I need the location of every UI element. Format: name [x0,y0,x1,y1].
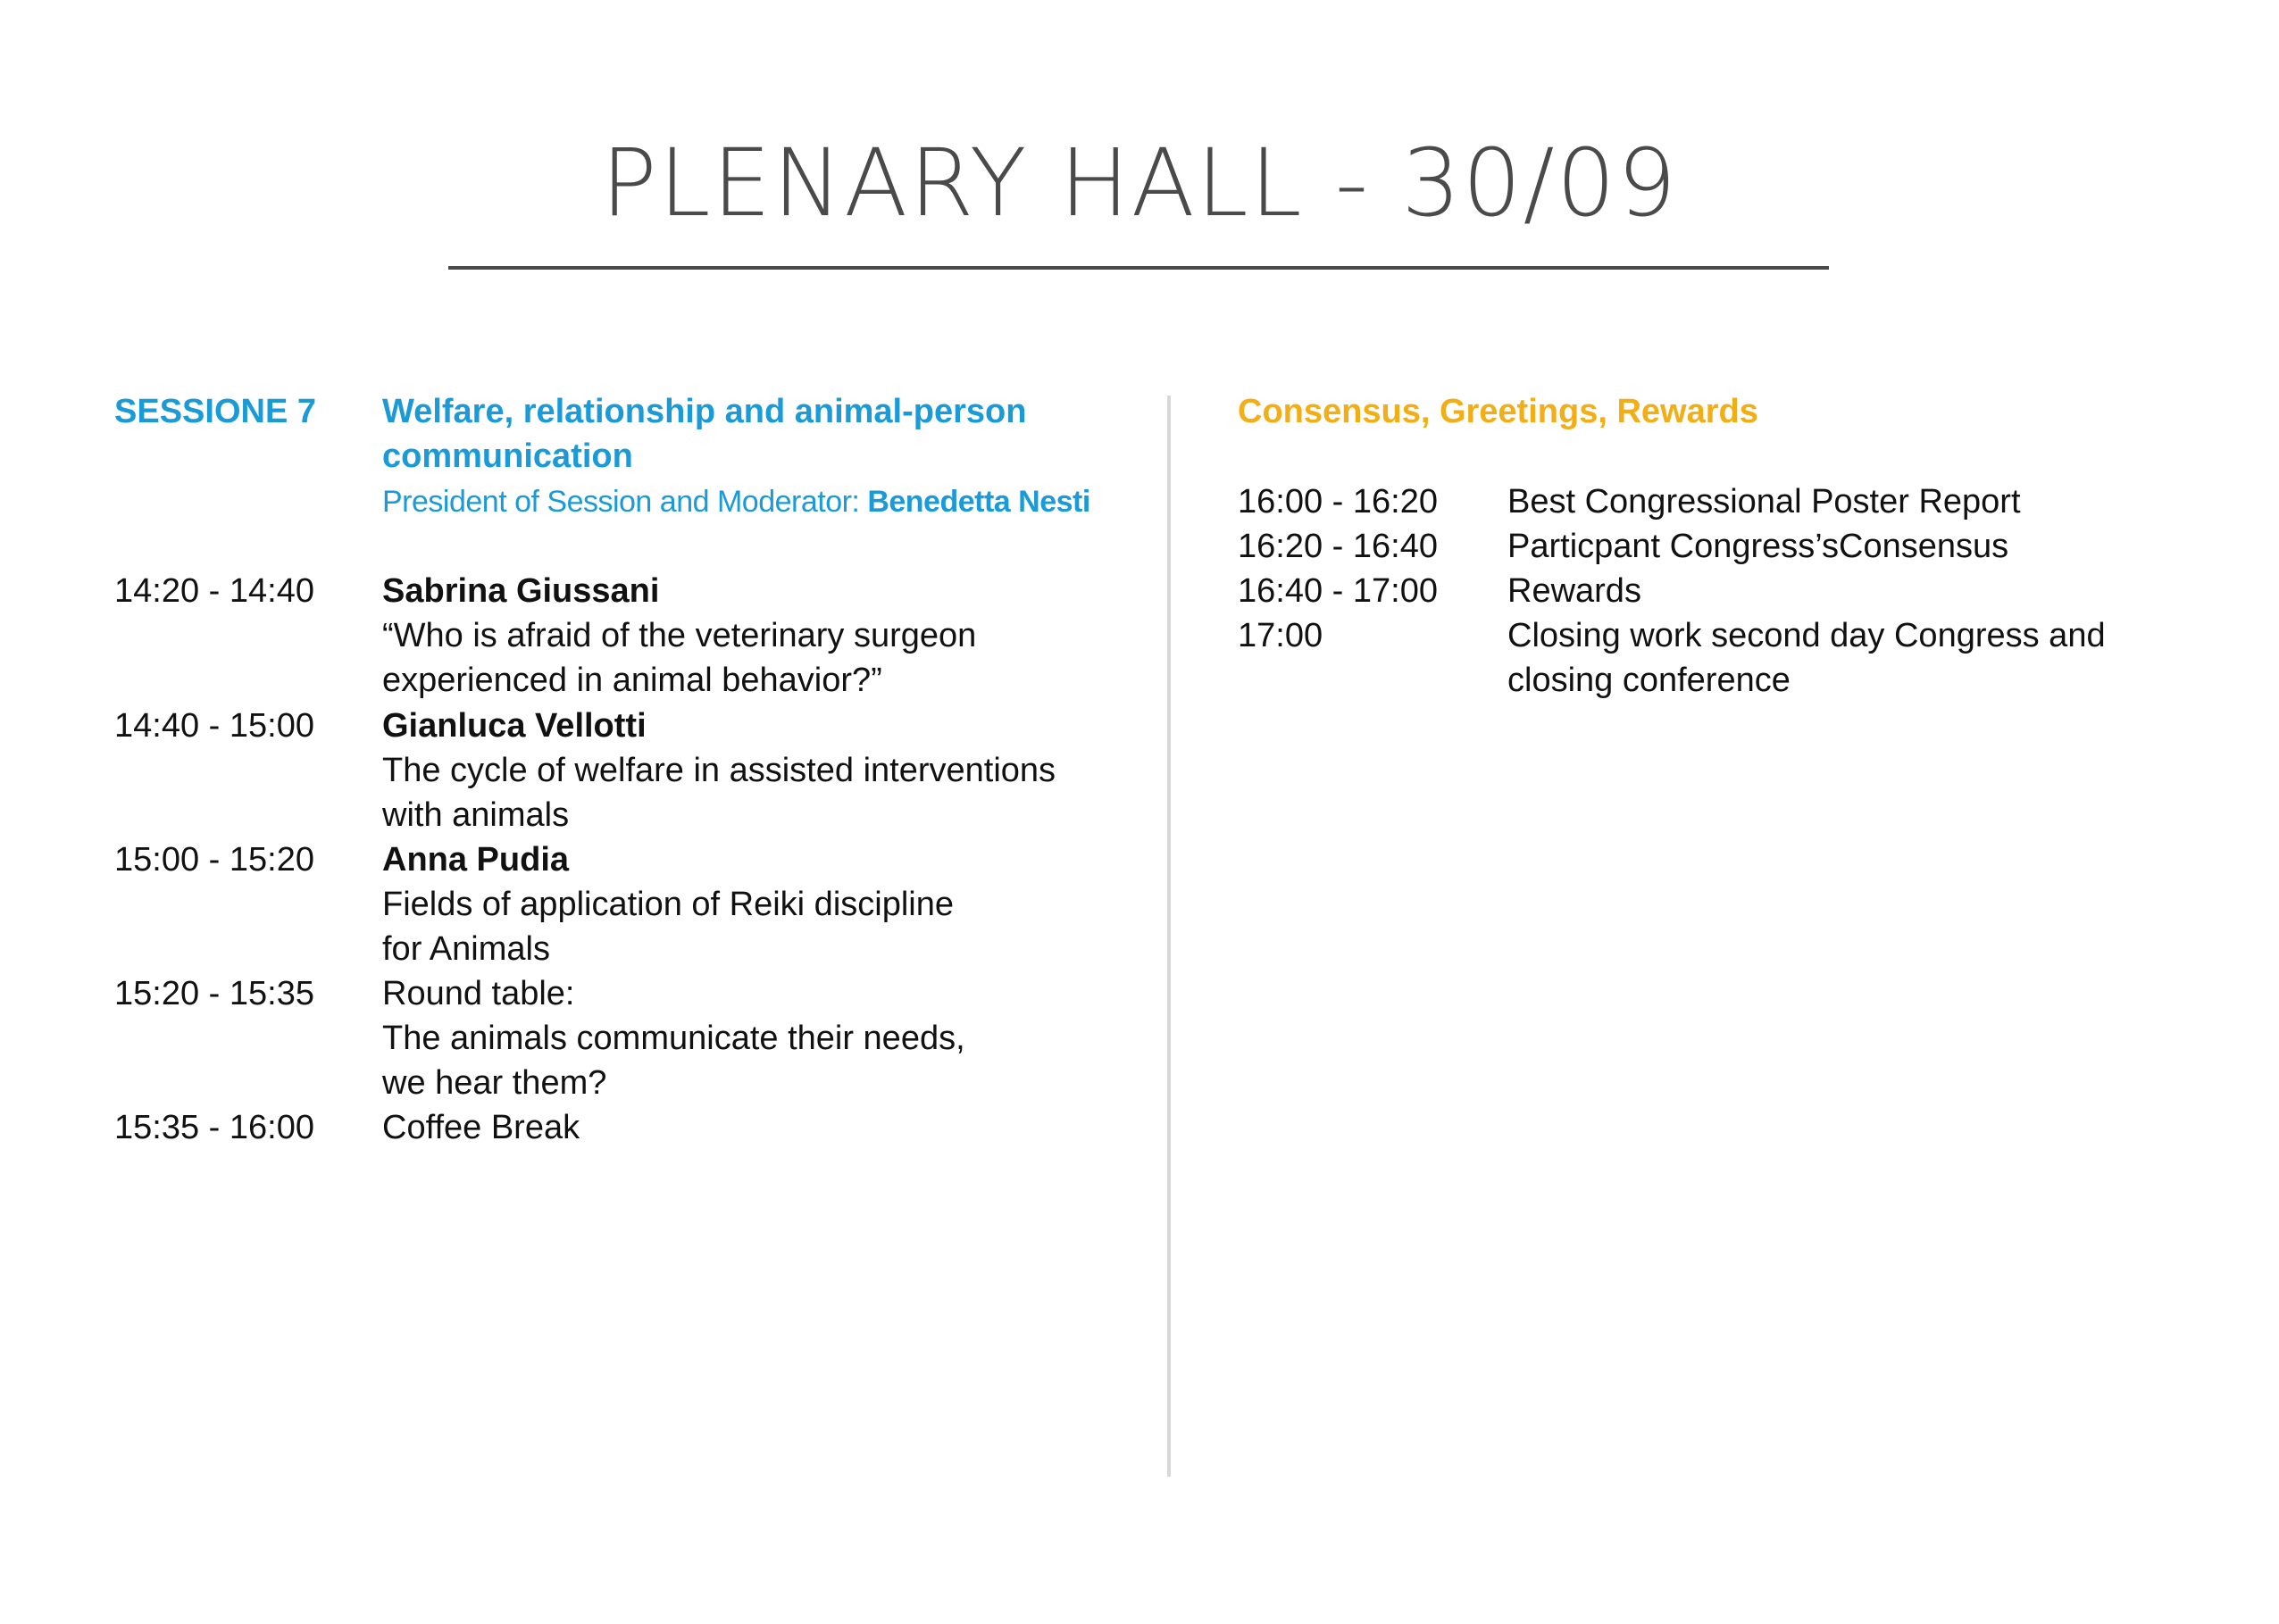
schedule-time: 15:20 - 15:35 [114,975,314,1012]
session-moderator [382,479,1090,524]
speaker-name: Anna Pudia [382,841,570,879]
event-title: Rewards [1507,572,1641,610]
speaker-name: Gianluca Vellotti [382,707,647,745]
coffee-break-label: Coffee Break [382,1109,580,1146]
schedule-time: 16:20 - 16:40 [1238,528,1438,565]
event-title-line2: closing conference [1507,662,1791,699]
schedule-time: 17:00 [1238,617,1323,654]
session-title-line1: Welfare, relationship and animal-person [382,393,1027,430]
session-label: SESSIONE 7 [114,393,316,430]
event-title: Best Congressional Poster Report [1507,483,2021,521]
speaker-name: Sabrina Giussani [382,572,660,610]
round-table-label: Round table: [382,975,575,1012]
right-section-heading: Consensus, Greetings, Rewards [1238,393,1758,430]
event-title: Particpant Congress’sConsensus [1507,528,2009,565]
session-title [382,389,1026,479]
schedule-time: 15:35 - 16:00 [114,1109,314,1146]
talk-title-line: “Who is afraid of the veterinary surgeon [382,617,977,654]
column-divider [1167,396,1171,1477]
schedule-time: 14:40 - 15:00 [114,707,314,745]
talk-title-line: experienced in animal behavior?” [382,662,882,699]
schedule-time: 14:20 - 14:40 [114,572,314,610]
schedule-time: 16:40 - 17:00 [1238,572,1438,610]
schedule-time: 16:00 - 16:20 [1238,483,1438,521]
talk-title-line: Fields of application of Reiki discipline [382,886,954,923]
talk-title-line: we hear them? [382,1064,607,1102]
schedule-time: 15:00 - 15:20 [114,841,314,879]
talk-title-line: The animals communicate their needs, [382,1020,965,1057]
moderator-name: Benedetta Nesti [867,485,1090,519]
title-underline [448,266,1829,270]
session-title-line2: communication [382,437,633,475]
page-title: PLENARY HALL - 30/09 [600,129,1679,237]
moderator-prefix: President of Session and Moderator: [382,485,868,519]
talk-title-line: The cycle of welfare in assisted interventions [382,752,1056,789]
event-title: Closing work second day Congress and [1507,617,2106,654]
talk-title-line: with animals [382,796,570,834]
talk-title-line: for Animals [382,930,550,968]
